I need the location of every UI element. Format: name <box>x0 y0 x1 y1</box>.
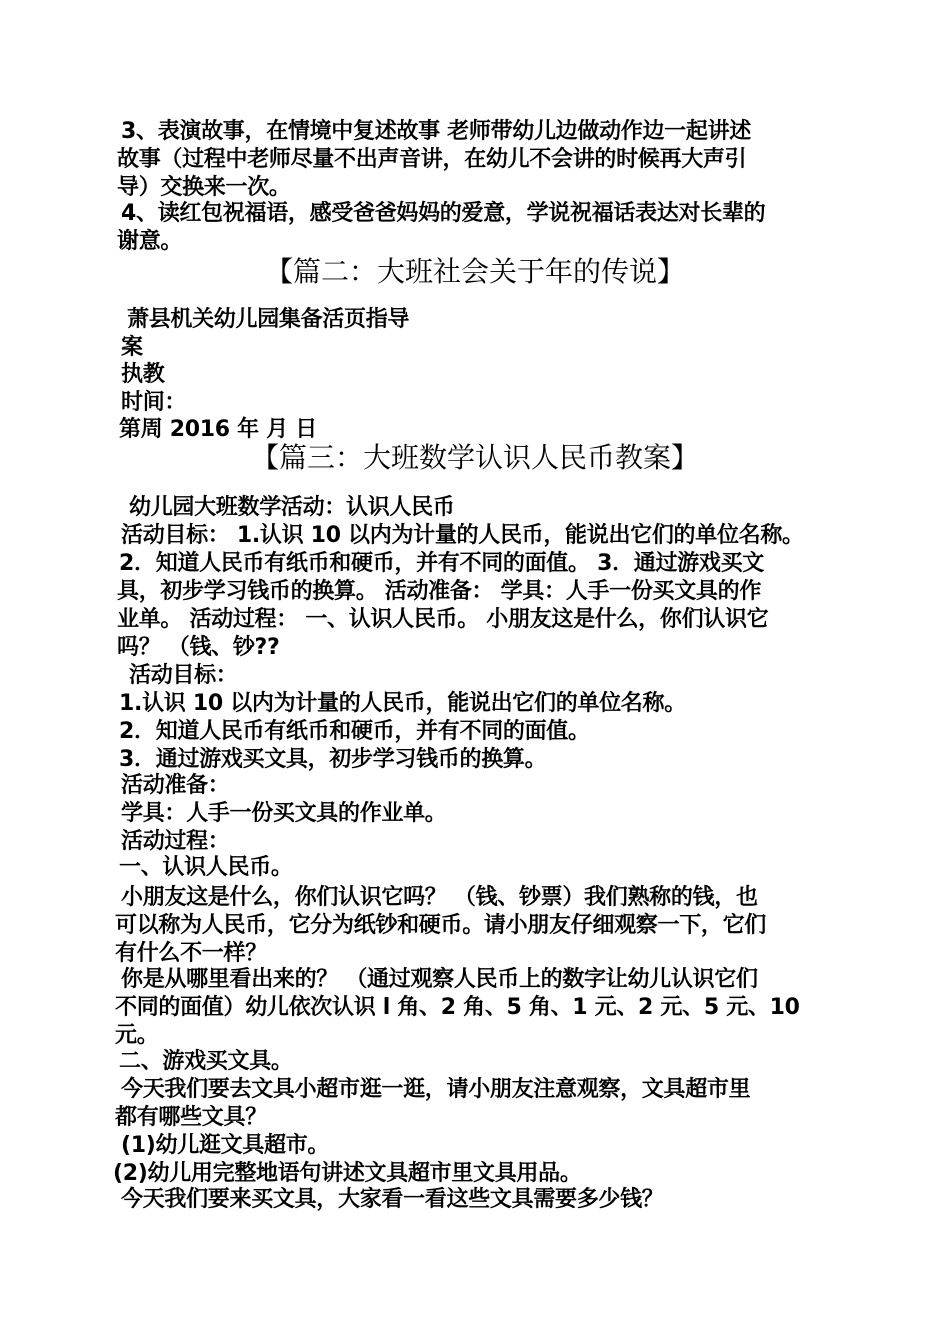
text-line: 不同的面值）幼儿依次认识 l 角、2 角、5 角、1 元、2 元、5 元、10 <box>115 995 800 1020</box>
text-line: 2．知道人民币有纸币和硬币，并有不同的面值。 3．通过游戏买文 <box>119 551 764 576</box>
text-line: 活动准备： <box>121 773 230 798</box>
text-line: 2．知道人民币有纸币和硬币，并有不同的面值。 <box>119 719 590 744</box>
text-line: 有什么不一样？ <box>115 941 267 966</box>
text-line: 故事（过程中老师尽量不出声音讲，在幼儿不会讲的时候再大声引 <box>117 147 747 172</box>
text-line: 都有哪些文具？ <box>115 1105 267 1130</box>
text-line: (2)幼儿用完整地语句讲述文具超市里文具用品。 <box>113 1161 582 1186</box>
section-heading: 【篇二：大班社会关于年的传说】 <box>264 255 685 288</box>
text-line: 业单。 活动过程： 一、认识人民币。 小朋友这是什么，你们认识它 <box>117 607 769 632</box>
text-line: 元。 <box>115 1023 159 1048</box>
text-line: 吗？ （钱、钞?? <box>117 635 280 660</box>
text-line: 活动目标： 1.认识 10 以内为计量的人民币，能说出它们的单位名称。 <box>121 523 804 548</box>
text-line: 一、认识人民币。 <box>119 855 293 880</box>
text-line: 3．通过游戏买文具，初步学习钱币的换算。 <box>119 747 547 772</box>
text-line: 萧县机关幼儿园集备活页指导 <box>127 307 410 332</box>
text-line: 4、读红包祝福语，感受爸爸妈妈的爱意，学说祝福话表达对长辈的 <box>121 201 766 226</box>
text-line: 第周 2016 年 月 日 <box>119 417 317 442</box>
text-line: 可以称为人民币，它分为纸钞和硬币。请小朋友仔细观察一下，它们 <box>115 913 767 938</box>
text-line: 1.认识 10 以内为计量的人民币，能说出它们的单位名称。 <box>119 691 686 716</box>
text-line: 你是从哪里看出来的？ （通过观察人民币上的数字让幼儿认识它们 <box>121 967 758 992</box>
text-line: 执教 <box>121 362 165 387</box>
text-line: 学具：人手一份买文具的作业单。 <box>121 801 447 826</box>
text-line: 今天我们要去文具小超市逛一逛，请小朋友注意观察，文具超市里 <box>121 1077 751 1102</box>
text-line: 今天我们要来买文具，大家看一看这些文具需要多少钱？ <box>121 1187 664 1212</box>
text-line: 谢意。 <box>117 229 183 254</box>
text-line: 3、表演故事，在情境中复述故事 老师带幼儿边做动作边一起讲述 <box>121 119 751 144</box>
text-line: 幼儿园大班数学活动：认识人民币 <box>129 495 455 520</box>
text-line: 具，初步学习钱币的换算。 活动准备： 学具：人手一份买文具的作 <box>117 579 762 604</box>
text-line: 时间： <box>121 390 187 415</box>
text-line: 活动过程： <box>121 829 230 854</box>
text-line: (1)幼儿逛文具超市。 <box>121 1133 330 1158</box>
text-line: 小朋友这是什么，你们认识它吗？ （钱、钞票）我们熟称的钱，也 <box>121 885 758 910</box>
section-heading: 【篇三：大班数学认识人民币教案】 <box>250 441 699 474</box>
text-line: 导）交换来一次。 <box>117 175 291 200</box>
text-line: 二、游戏买文具。 <box>119 1049 293 1074</box>
text-line: 活动目标： <box>129 663 238 688</box>
text-line: 案 <box>121 335 143 360</box>
